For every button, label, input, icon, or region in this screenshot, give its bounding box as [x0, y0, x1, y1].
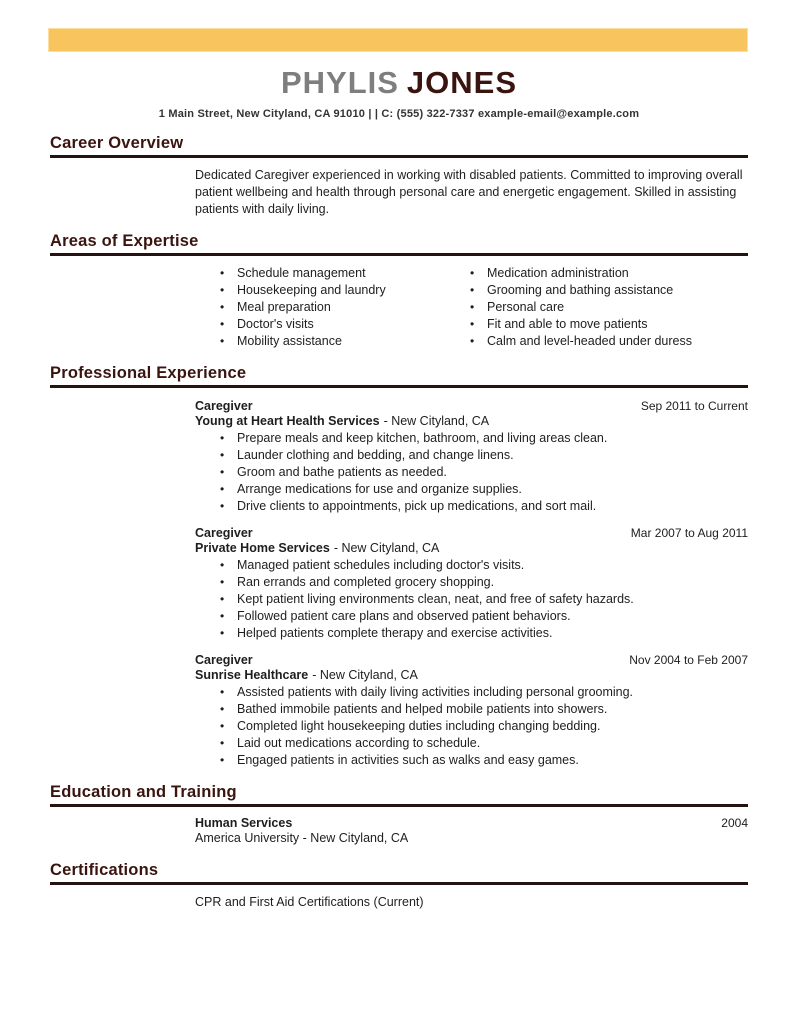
education-header — [195, 816, 748, 830]
job-bullet: • Drive clients to appointments, pick up medications, and sort mail. — [218, 498, 748, 515]
job-dates: Mar 2007 to Aug 2011 — [630, 525, 748, 540]
job-title: Caregiver — [195, 652, 253, 667]
job-header — [195, 653, 748, 667]
section-areas-of-expertise — [50, 232, 748, 350]
section-rule — [50, 253, 748, 256]
expertise-item: • Grooming and bathing assistance — [468, 282, 692, 299]
job-bullet: • Bathed immobile patients and helped mobile patients into showers. — [218, 701, 748, 718]
expertise-item: • Schedule management — [218, 265, 468, 282]
job-entry — [195, 653, 748, 769]
candidate-first-name: PHYLIS — [280, 65, 399, 100]
section-title-areas-of-expertise: Areas of Expertise — [50, 231, 199, 250]
expertise-item: • Personal care — [468, 299, 692, 316]
section-professional-experience — [50, 364, 748, 769]
job-bullet: • Arrange medications for use and organize supplies. — [218, 481, 748, 498]
contact-line: 1 Main Street, New Cityland, CA 91010 | | C: (555) 322-7337 example-email@example.com — [158, 107, 640, 120]
candidate-name — [50, 67, 748, 100]
career-overview-text: Dedicated Caregiver experienced in working with disabled patients. Committed to improving overall patient wellbeing and health through personal care and energetic engagement. Skilled in assisting patients with daily living. — [195, 167, 743, 216]
section-title-certifications: Certifications — [50, 860, 159, 879]
expertise-column-right — [468, 265, 692, 350]
expertise-item: • Calm and level-headed under duress — [468, 333, 692, 350]
section-title-career-overview: Career Overview — [50, 133, 184, 152]
job-title: Caregiver — [195, 398, 253, 413]
job-dates: Sep 2011 to Current — [640, 398, 748, 413]
expertise-item: • Mobility assistance — [218, 333, 468, 350]
job-bullet: • Launder clothing and bedding, and change linens. — [218, 447, 748, 464]
job-bullet: • Prepare meals and keep kitchen, bathroom, and living areas clean. — [218, 430, 748, 447]
job-company-line — [195, 667, 748, 684]
job-bullet: • Managed patient schedules including doctor's visits. — [218, 557, 748, 574]
job-bullet: • Engaged patients in activities such as walks and easy games. — [218, 752, 748, 769]
accent-bar — [48, 28, 748, 52]
expertise-item: • Doctor's visits — [218, 316, 468, 333]
section-education — [50, 783, 748, 847]
section-career-overview — [50, 134, 748, 218]
education-school: America University - New Cityland, CA — [195, 830, 409, 845]
job-bullet: • Ran errands and completed grocery shopping. — [218, 574, 748, 591]
section-rule — [50, 385, 748, 388]
job-dates: Nov 2004 to Feb 2007 — [629, 652, 748, 667]
job-bullet: • Completed light housekeeping duties including changing bedding. — [218, 718, 748, 735]
expertise-columns — [218, 265, 748, 350]
job-entry — [195, 526, 748, 642]
job-bullet: • Laid out medications according to schedule. — [218, 735, 748, 752]
job-bullet: • Assisted patients with daily living activities including personal grooming. — [218, 684, 748, 701]
job-company-line — [195, 540, 748, 557]
expertise-column-left — [218, 265, 468, 350]
job-location: - New Cityland, CA — [312, 667, 418, 682]
expertise-item: • Fit and able to move patients — [468, 316, 692, 333]
job-bullet: • Followed patient care plans and observed patient behaviors. — [218, 608, 748, 625]
candidate-last-name: JONES — [406, 65, 518, 100]
job-entry — [195, 399, 748, 515]
expertise-item: • Meal preparation — [218, 299, 468, 316]
section-title-education: Education and Training — [50, 782, 237, 801]
expertise-item: • Housekeeping and laundry — [218, 282, 468, 299]
job-company: Young at Heart Health Services — [195, 413, 380, 428]
education-entry — [195, 816, 748, 847]
section-rule — [50, 882, 748, 885]
section-rule — [50, 155, 748, 158]
job-location: - New Cityland, CA — [383, 413, 490, 428]
section-rule — [50, 804, 748, 807]
expertise-item: • Medication administration — [468, 265, 692, 282]
section-certifications — [50, 861, 748, 909]
job-company-line — [195, 413, 748, 430]
education-degree: Human Services — [195, 815, 293, 830]
job-bullet: • Helped patients complete therapy and exercise activities. — [218, 625, 748, 642]
job-company: Sunrise Healthcare — [195, 667, 309, 682]
job-company: Private Home Services — [195, 540, 330, 555]
job-bullet: • Groom and bathe patients as needed. — [218, 464, 748, 481]
education-year: 2004 — [721, 815, 748, 830]
job-header — [195, 526, 748, 540]
job-title: Caregiver — [195, 525, 253, 540]
job-location: - New Cityland, CA — [333, 540, 440, 555]
job-header — [195, 399, 748, 413]
section-title-professional-experience: Professional Experience — [50, 363, 247, 382]
job-bullet: • Kept patient living environments clean, neat, and free of safety hazards. — [218, 591, 748, 608]
certification-item: CPR and First Aid Certifications (Current) — [195, 894, 424, 909]
